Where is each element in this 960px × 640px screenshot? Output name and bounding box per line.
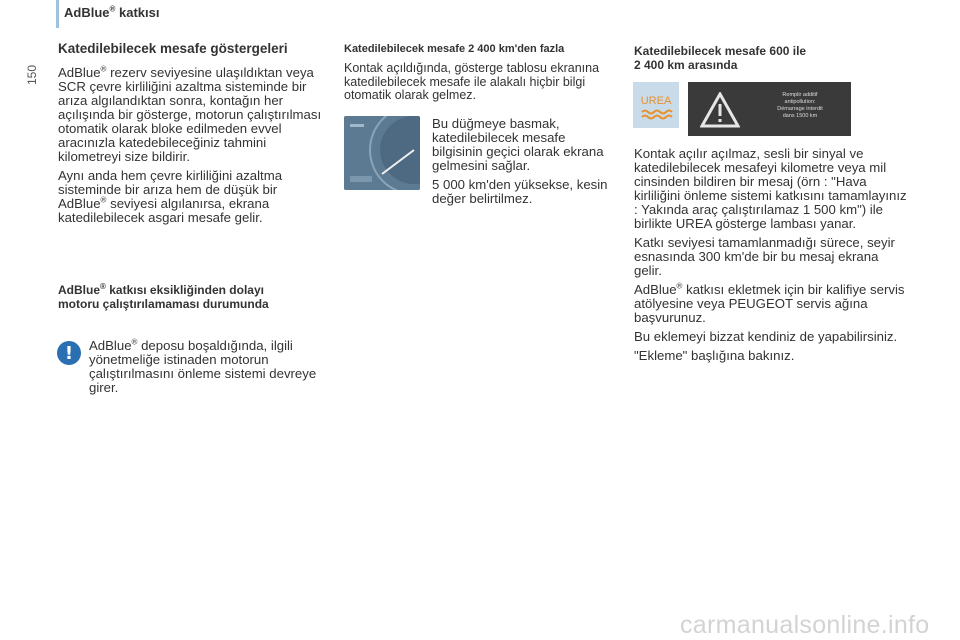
- section-subheading-600-2400: Katedilebilecek mesafe 600 ile 2 400 km arasında: [634, 44, 807, 72]
- paragraph: 5 000 km'den yüksekse, kesin değer belirtilmez.: [432, 177, 608, 206]
- instrument-cluster-icon: [344, 116, 420, 190]
- urea-lamp-icon: [633, 82, 679, 128]
- paragraph: Kontak açıldığında, gösterge tablosu ekranına katedilebilecek mesafe ile alakalı hiçbir bilgi otomatik olarak gelmez.: [344, 61, 600, 102]
- header-accent-bar: [56, 0, 59, 28]
- column-2: [344, 42, 620, 108]
- paragraph: Kontak açılır açılmaz, sesli bir sinyal ve katedilebilecek mesafeyi kilometre veya mil cinsinden bildiren bir mesaj (örn : "Hava kirliliğini önleme sistemi katkısını tamamlayınız : Yakında araç çalıştırılamaz 1 500 km") ile birlikte UREA gösterge lambası yanar.: [634, 146, 907, 231]
- paragraph: Bu eklemeyi bizzat kendiniz de yapabilirsiniz.: [634, 329, 898, 344]
- column-3-text: [634, 147, 908, 368]
- display-message-text: Remplir additif antipollution: Démarrage interdit dans 1500 km: [777, 92, 823, 119]
- subheading-adblue-empty: AdBlue® katkısı eksikliğinden dolayı motoru çalıştırılamaması durumunda: [58, 282, 269, 311]
- section-subheading: Katedilebilecek mesafe 2 400 km'den fazla: [344, 43, 565, 55]
- paragraph: AdBlue® katkısı ekletmek için bir kalifiye servis atölyesine veya PEUGEOT servis ağına başvurunuz.: [634, 281, 905, 325]
- paragraph: AdBlue® rezerv seviyesine ulaşıldıktan veya SCR çevre kirliliğini azaltma sisteminde bir arıza algılandıktan sonra, kontağın her açılışında bir gösterge, motorun çalıştırılması otomatik olarak bloke edilmeden evvel aracınızla katedebileceğiniz tahmini kilometreyi size bildirir.: [58, 64, 322, 164]
- watermark: carmanualsonline.info: [680, 611, 930, 639]
- page-number: 150: [25, 64, 39, 85]
- section-heading: Katedilebilecek mesafe göstergeleri: [58, 41, 288, 56]
- warning-triangle-icon: [700, 92, 740, 128]
- dashboard-image: [344, 116, 420, 190]
- warning-icon: !: [57, 341, 81, 365]
- button-description: [432, 117, 617, 211]
- paragraph: Aynı anda hem çevre kirliliğini azaltma sisteminde bir arıza hem de düşük bir AdBlue® seviyesi algılanırsa, ekrana katedilebilecek asgari mesafe gelir.: [58, 168, 283, 225]
- paragraph: Bu düğmeye basmak, katedilebilecek mesafe bilgisinin geçici olarak ekrana gelmesini sağlar.: [432, 116, 604, 173]
- column-1: [58, 42, 328, 230]
- paragraph: Katkı seviyesi tamamlanmadığı sürece, seyir esnasında 300 km'de bir bu mesaj ekrana gelir.: [634, 235, 895, 278]
- paragraph: "Ekleme" başlığına bakınız.: [634, 348, 795, 363]
- display-message: [688, 82, 851, 136]
- svg-text:UREA: UREA: [640, 95, 672, 107]
- warning-text: AdBlue® deposu boşaldığında, ilgili yönetmeliğe istinaden motorun çalıştırılmasını önleme sistemi devreye girer.: [89, 337, 317, 395]
- urea-warning-lamp: [633, 82, 679, 128]
- page-header: AdBlue® katkısı: [64, 4, 160, 20]
